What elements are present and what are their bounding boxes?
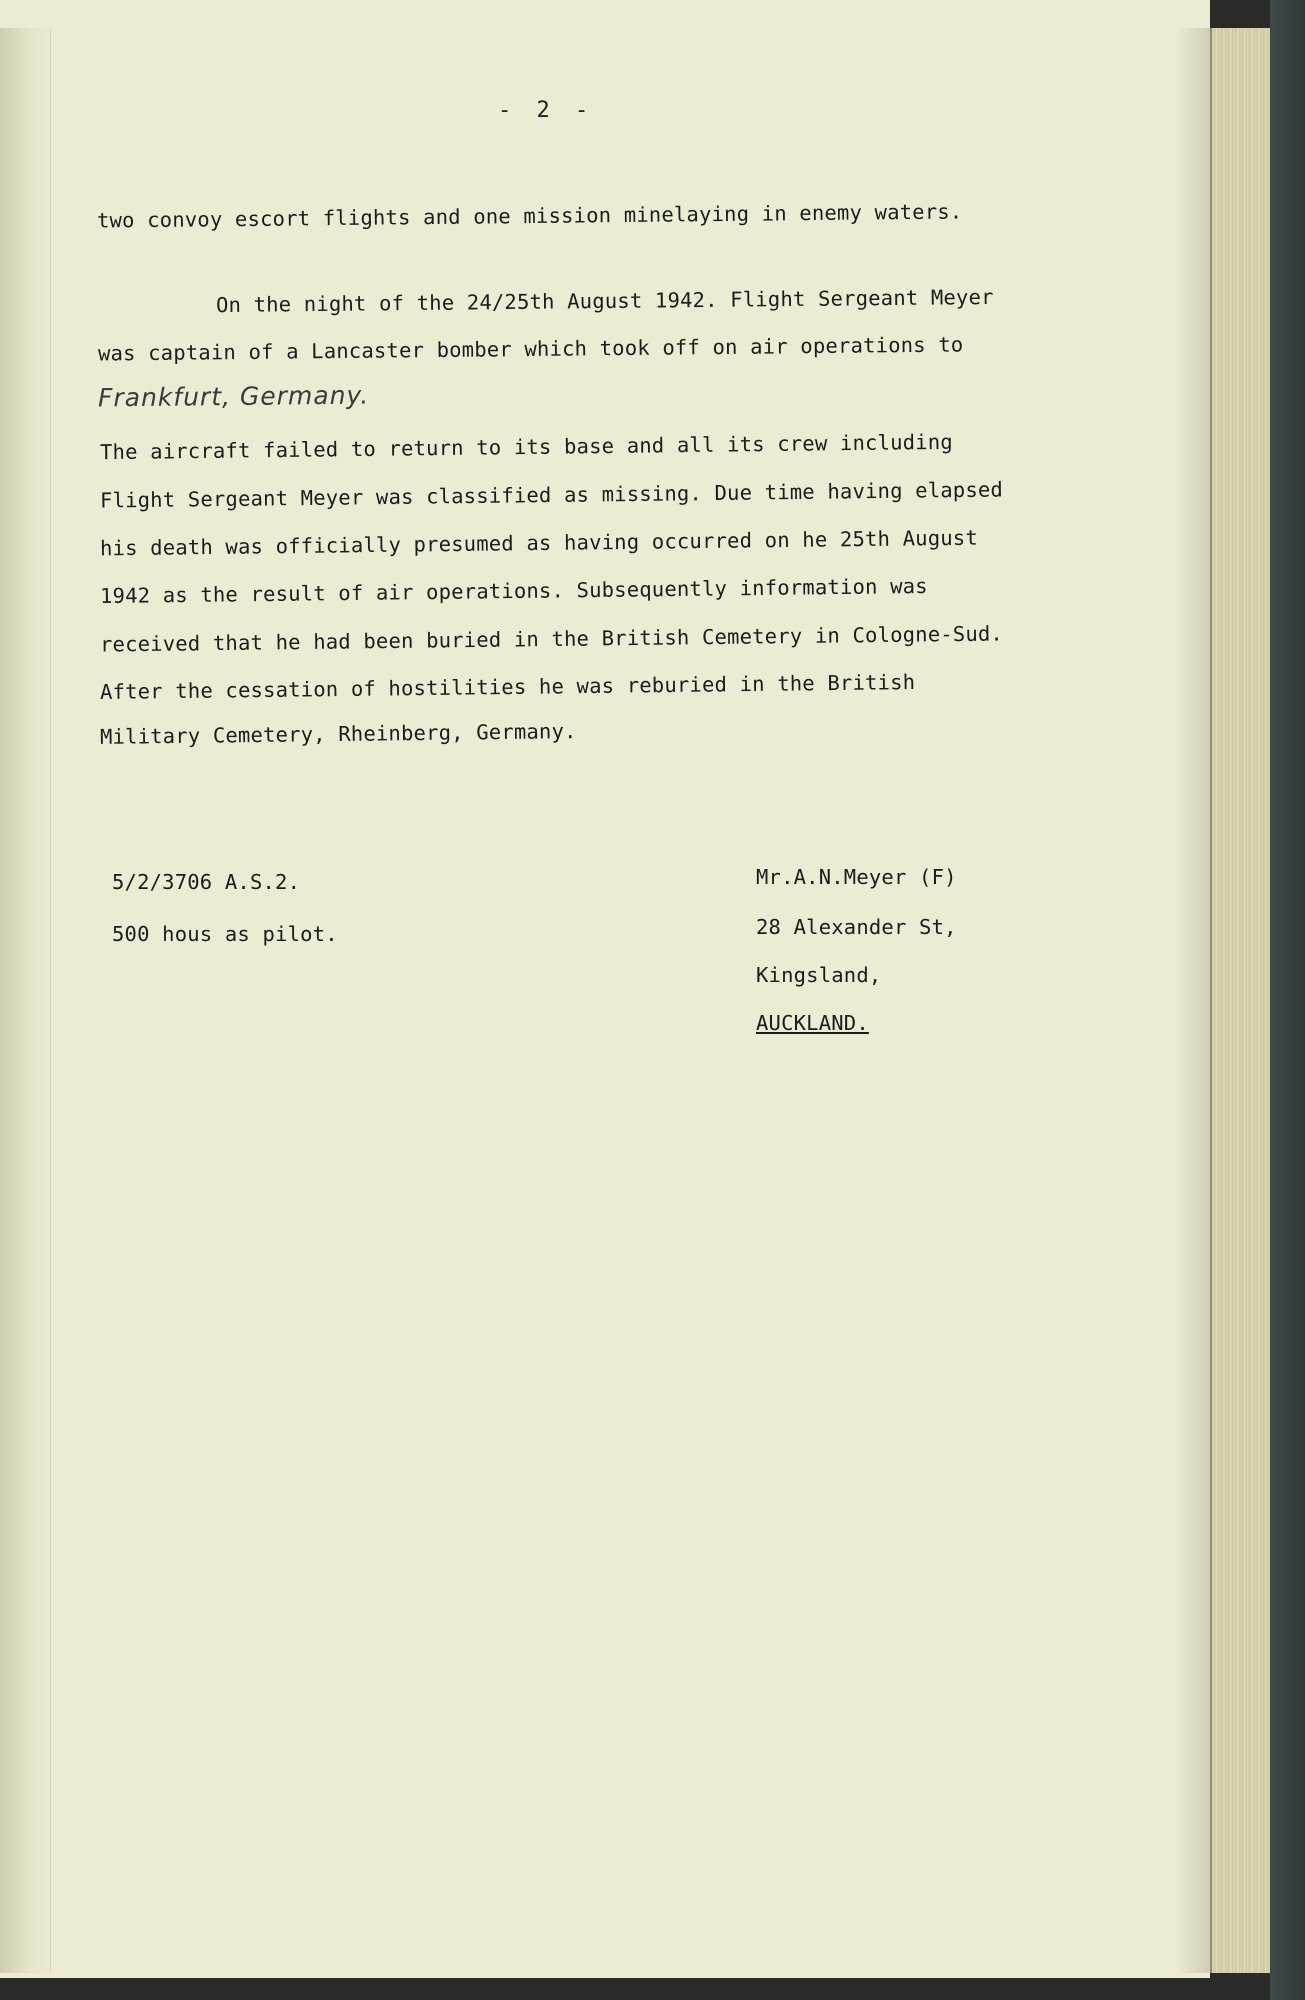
flying-hours: 500 hous as pilot. (112, 922, 338, 946)
address-street: 28 Alexander St, (756, 915, 957, 939)
body-line: was captain of a Lancaster bomber which took off on air operations to (97, 332, 964, 366)
address-name: Mr.A.N.Meyer (F) (756, 865, 957, 889)
file-reference: 5/2/3706 A.S.2. (112, 870, 301, 894)
book-spine (1270, 0, 1305, 2000)
body-line: two convoy escort flights and one mission minelaying in enemy waters. (96, 199, 963, 233)
body-line: his death was officially presumed as having occurred on he 25th August (99, 525, 979, 561)
body-line: received that he had been buried in the British Cemetery in Cologne-Sud. (99, 621, 1004, 657)
address-suburb: Kingsland, (756, 963, 882, 987)
body-line: Military Cemetery, Rheinberg, Germany. (99, 719, 577, 749)
body-line: 1942 as the result of air operations. Subsequently information was (99, 573, 928, 609)
body-line: Flight Sergeant Meyer was classified as missing. Due time having elapsed (99, 477, 1004, 513)
handwritten-destination: Frankfurt, Germany. (97, 380, 370, 413)
address-city: AUCKLAND. (756, 1011, 869, 1035)
body-line: After the cessation of hostilities he was reburied in the British (99, 670, 916, 704)
page-number: - 2 - (498, 98, 595, 123)
body-line: The aircraft failed to return to its base and all its crew including (99, 429, 953, 465)
body-line: On the night of the 24/25th August 1942. Flight Sergeant Meyer (215, 284, 994, 318)
